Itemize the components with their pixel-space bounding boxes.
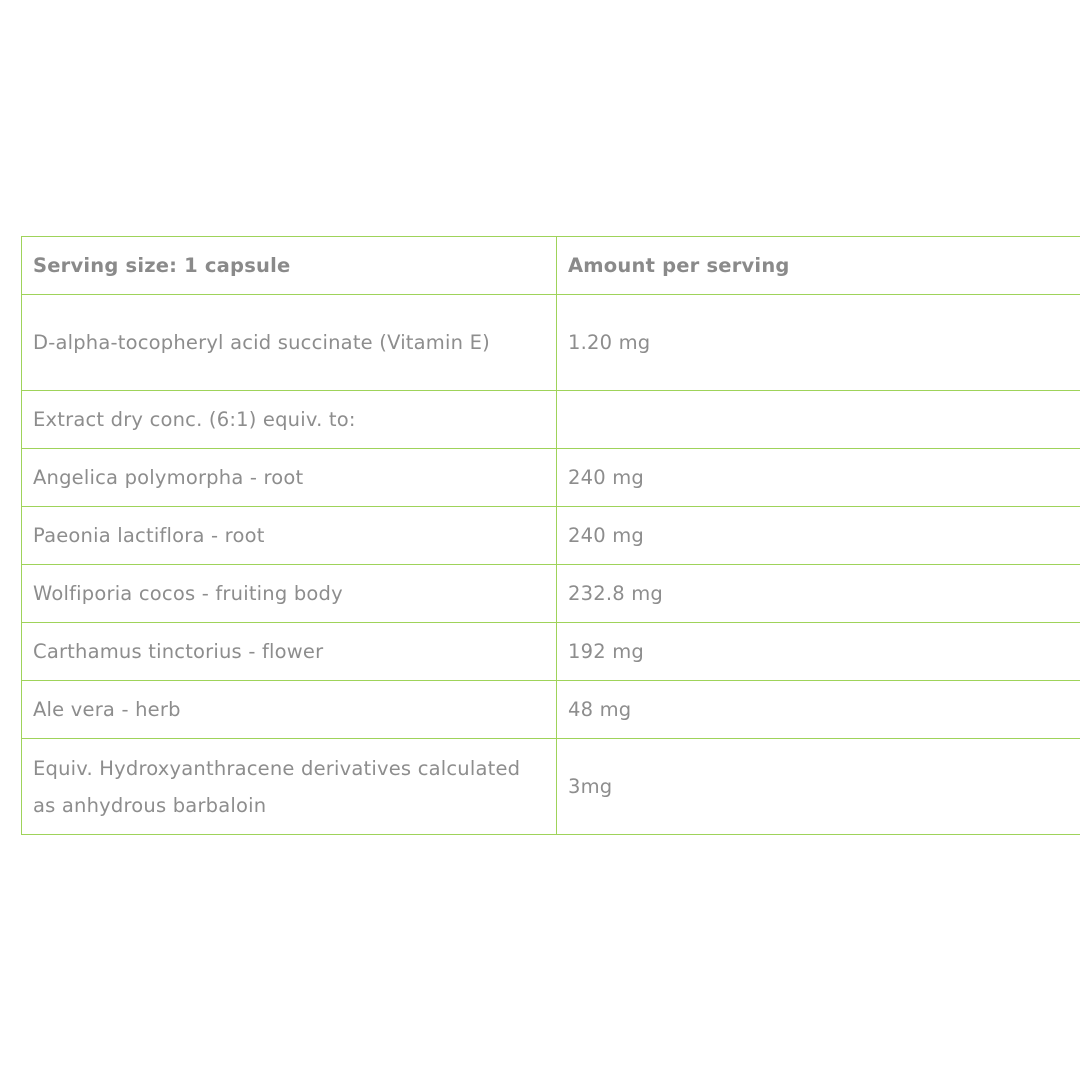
ingredient-cell: Paeonia lactiflora - root <box>22 507 557 565</box>
table-row <box>22 739 1080 835</box>
amount-per-serving-header: Amount per serving <box>557 237 1080 295</box>
supplement-facts-table <box>21 236 1080 835</box>
table-row <box>22 681 1080 739</box>
amount-cell <box>557 391 1080 449</box>
amount-cell: 1.20 mg <box>557 295 1080 391</box>
table-row <box>22 623 1080 681</box>
serving-size-header: Serving size: 1 capsule <box>22 237 557 295</box>
table-row <box>22 507 1080 565</box>
ingredient-cell: D-alpha-tocopheryl acid succinate (Vitamin E) <box>22 295 557 391</box>
amount-cell: 48 mg <box>557 681 1080 739</box>
table-row <box>22 449 1080 507</box>
amount-cell: 240 mg <box>557 507 1080 565</box>
amount-cell: 3mg <box>557 739 1080 835</box>
amount-cell: 240 mg <box>557 449 1080 507</box>
ingredient-cell: Extract dry conc. (6:1) equiv. to: <box>22 391 557 449</box>
amount-cell: 192 mg <box>557 623 1080 681</box>
ingredient-cell: Ale vera - herb <box>22 681 557 739</box>
supplement-facts-table-container <box>21 236 1080 835</box>
ingredient-cell: Wolfiporia cocos - fruiting body <box>22 565 557 623</box>
ingredient-cell: Angelica polymorpha - root <box>22 449 557 507</box>
ingredient-cell: Carthamus tinctorius - flower <box>22 623 557 681</box>
table-row <box>22 295 1080 391</box>
table-row <box>22 391 1080 449</box>
table-header-row <box>22 237 1080 295</box>
amount-cell: 232.8 mg <box>557 565 1080 623</box>
ingredient-cell: Equiv. Hydroxyanthracene derivatives calculated as anhydrous barbaloin <box>22 739 557 835</box>
table-row <box>22 565 1080 623</box>
